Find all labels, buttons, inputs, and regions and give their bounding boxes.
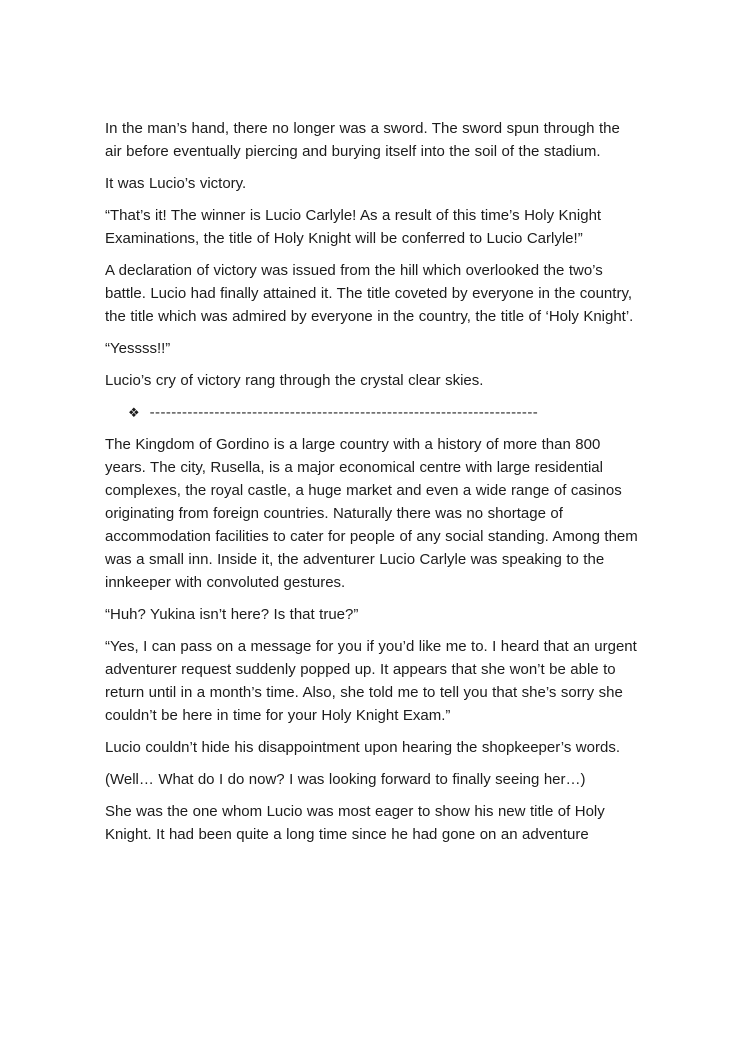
paragraph-lucio-victory: It was Lucio’s victory.	[105, 175, 247, 192]
paragraph-winner-announcement: “That’s it! The winner is Lucio Carlyle! As a result of this time’s Holy Knight Examinations, the title of Holy Knight will be conferred to Lucio Carlyle!”	[105, 207, 602, 247]
paragraph-cry-of-victory: Lucio’s cry of victory rang through the crystal clear skies.	[105, 372, 484, 389]
paragraph-inner-thought: (Well… What do I do now? I was looking forward to finally seeing her…)	[105, 771, 586, 788]
section-separator	[105, 401, 640, 424]
paragraph-sword-spun: In the man’s hand, there no longer was a sword. The sword spun through the air before eventually piercing and burying itself into the soil of the stadium.	[105, 120, 620, 160]
separator-dashed-line: ------------------------------------------------------------------------	[149, 404, 539, 421]
paragraph-declaration-of-victory: A declaration of victory was issued from the hill which overlooked the two’s battle. Lucio had finally attained it. The title coveted by everyone in the country, the title which was admired by everyone in the country, the title of ‘Holy Knight’.	[105, 262, 634, 325]
paragraph-eager-to-show: She was the one whom Lucio was most eager to show his new title of Holy Knight. It had been quite a long time since he had gone on an adventure	[105, 803, 605, 843]
paragraph-yessss: “Yessss!!”	[105, 340, 171, 357]
paragraph-innkeeper-message: “Yes, I can pass on a message for you if you’d like me to. I heard that an urgent adventurer request suddenly popped up. It appears that she won’t be able to return until in a month’s time. Also, she told me to tell you that she’s sorry she couldn’t be here in time for your Holy Knight Exam.”	[105, 638, 637, 724]
diamond-bullet-icon: ❖	[128, 405, 140, 420]
paragraph-yukina-question: “Huh? Yukina isn’t here? Is that true?”	[105, 606, 359, 623]
paragraph-kingdom-of-gordino: The Kingdom of Gordino is a large country with a history of more than 800 years. The city, Rusella, is a major economical centre with large residential complexes, the royal castle, a huge market and even a wide range of casinos originating from foreign countries. Naturally there was no shortage of accommodation facilities to cater for people of any social standing. Among them was a small inn. Inside it, the adventurer Lucio Carlyle was speaking to the innkeeper with convoluted gestures.	[105, 436, 638, 591]
paragraph-disappointment: Lucio couldn’t hide his disappointment upon hearing the shopkeeper’s words.	[105, 739, 620, 756]
